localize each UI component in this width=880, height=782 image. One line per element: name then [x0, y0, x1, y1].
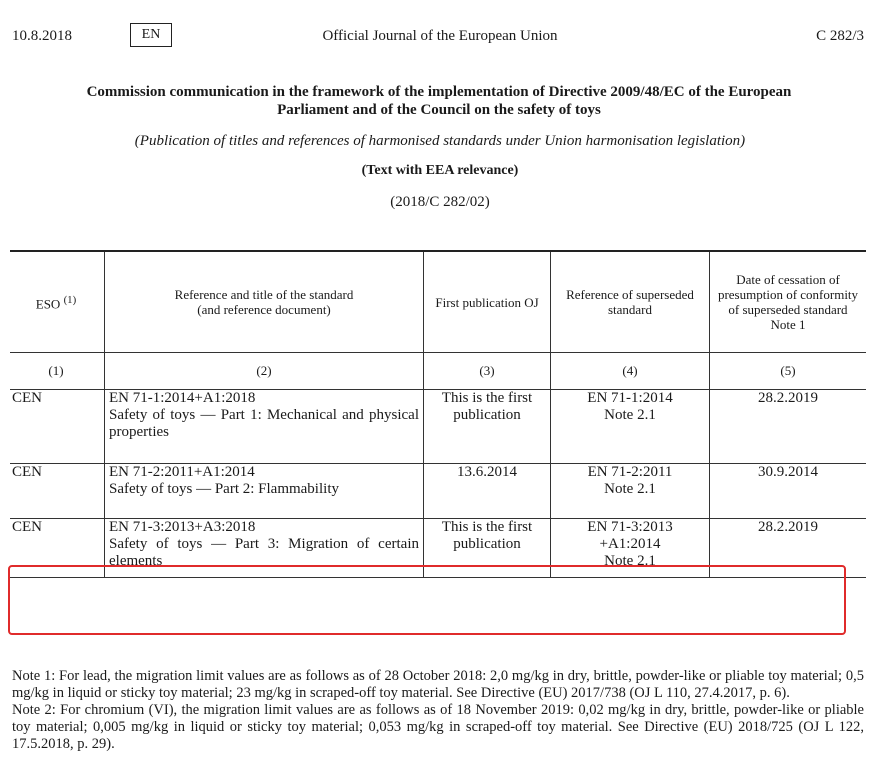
superseded-amendment: +A1:2014 — [599, 536, 661, 552]
language-badge: EN — [130, 23, 172, 47]
column-number: (5) — [710, 353, 867, 390]
first-publication-cell: 13.6.2014 — [424, 464, 551, 519]
eso-cell: CEN — [10, 519, 105, 578]
first-publication-cell: This is the first publication — [424, 390, 551, 464]
superseded-reference: EN 71-1:2014 — [587, 390, 673, 406]
cessation-date-cell: 28.2.2019 — [710, 519, 867, 578]
standard-reference: EN 71-1:2014+A1:2018 — [109, 390, 256, 406]
standard-reference: EN 71-3:2013+A3:2018 — [109, 519, 256, 535]
header-eso-label: ESO — [35, 296, 61, 312]
page-reference: C 282/3 — [816, 28, 864, 44]
superseded-note: Note 2.1 — [604, 481, 656, 497]
header-first-publication: First publication OJ — [424, 251, 551, 353]
column-number: (2) — [105, 353, 424, 390]
eea-relevance: (Text with EEA relevance) — [361, 163, 519, 178]
standards-table — [10, 250, 866, 578]
header-cessation-note: Note 1 — [770, 317, 806, 332]
header-reference-line1: Reference and title of the standard — [174, 287, 354, 302]
standard-title: Safety of toys — Part 2: Flammability — [109, 481, 339, 497]
column-number: (4) — [551, 353, 710, 390]
header-reference-line2: (and reference document) — [197, 302, 331, 317]
highlight-box — [8, 565, 846, 635]
column-number: (1) — [10, 353, 105, 390]
superseded-note: Note 2.1 — [604, 553, 656, 569]
header-superseded: Reference of superseded standard — [551, 251, 710, 353]
superseded-cell — [551, 464, 710, 519]
superseded-reference: EN 71-3:2013 — [587, 519, 673, 535]
cessation-date-cell: 30.9.2014 — [710, 464, 867, 519]
publication-date: 10.8.2018 — [12, 28, 72, 44]
standard-title: Safety of toys — Part 1: Mechanical and physical properties — [109, 407, 419, 440]
superseded-cell — [551, 390, 710, 464]
header-eso-footnote: (1) — [63, 293, 77, 306]
column-number-row — [10, 353, 866, 390]
eso-cell: CEN — [10, 464, 105, 519]
table-row — [10, 390, 866, 464]
column-number: (3) — [424, 353, 551, 390]
standard-reference: EN 71-2:2011+A1:2014 — [109, 464, 255, 480]
table-row — [10, 464, 866, 519]
document-reference: (2018/C 282/02) — [390, 194, 490, 210]
superseded-note: Note 2.1 — [604, 407, 656, 423]
superseded-reference: EN 71-2:2011 — [587, 464, 673, 480]
notes-section — [12, 668, 864, 753]
table-header-row — [10, 251, 866, 353]
first-publication-cell: This is the first publication — [424, 519, 551, 578]
note-1: Note 1: For lead, the migration limit values are as follows as of 28 October 2018: 2,0 mg/kg in dry, brittle, powder-like or pliable toy material; 0,5 mg/kg in liquid or sticky toy material; 23 mg/kg in scraped-off toy material. See Directive (EU) 2017/738 (OJ L 110, 27.4.2017, p. 6). — [12, 668, 864, 701]
cessation-date-cell: 28.2.2019 — [710, 390, 867, 464]
standard-cell — [105, 390, 424, 464]
standard-cell — [105, 464, 424, 519]
journal-name: Official Journal of the European Union — [322, 28, 558, 44]
header-cessation — [710, 251, 867, 353]
document-title: Commission communication in the framework of the implementation of Directive 2009/48/EC of the European Parliament and of the Council on the safety of toys — [86, 84, 792, 118]
header-eso — [10, 251, 105, 353]
header-reference — [105, 251, 424, 353]
standard-title: Safety of toys — Part 3: Migration of certain elements — [109, 536, 419, 569]
document-subtitle: (Publication of titles and references of harmonised standards under Union harmonisation legislation) — [134, 133, 746, 149]
header-cessation-label: Date of cessation of presumption of conformity of superseded standard — [717, 272, 859, 317]
note-2: Note 2: For chromium (VI), the migration limit values are as follows as of 18 November 2019: 0,02 mg/kg in dry, brittle, powder-like or pliable toy material; 0,005 mg/kg in liquid or sticky toy material; 0,053 mg/kg in scraped-off toy material. See Directive (EU) 2018/725 (OJ L 122, 17.5.2018, p. 29). — [12, 702, 864, 752]
eso-cell: CEN — [10, 390, 105, 464]
